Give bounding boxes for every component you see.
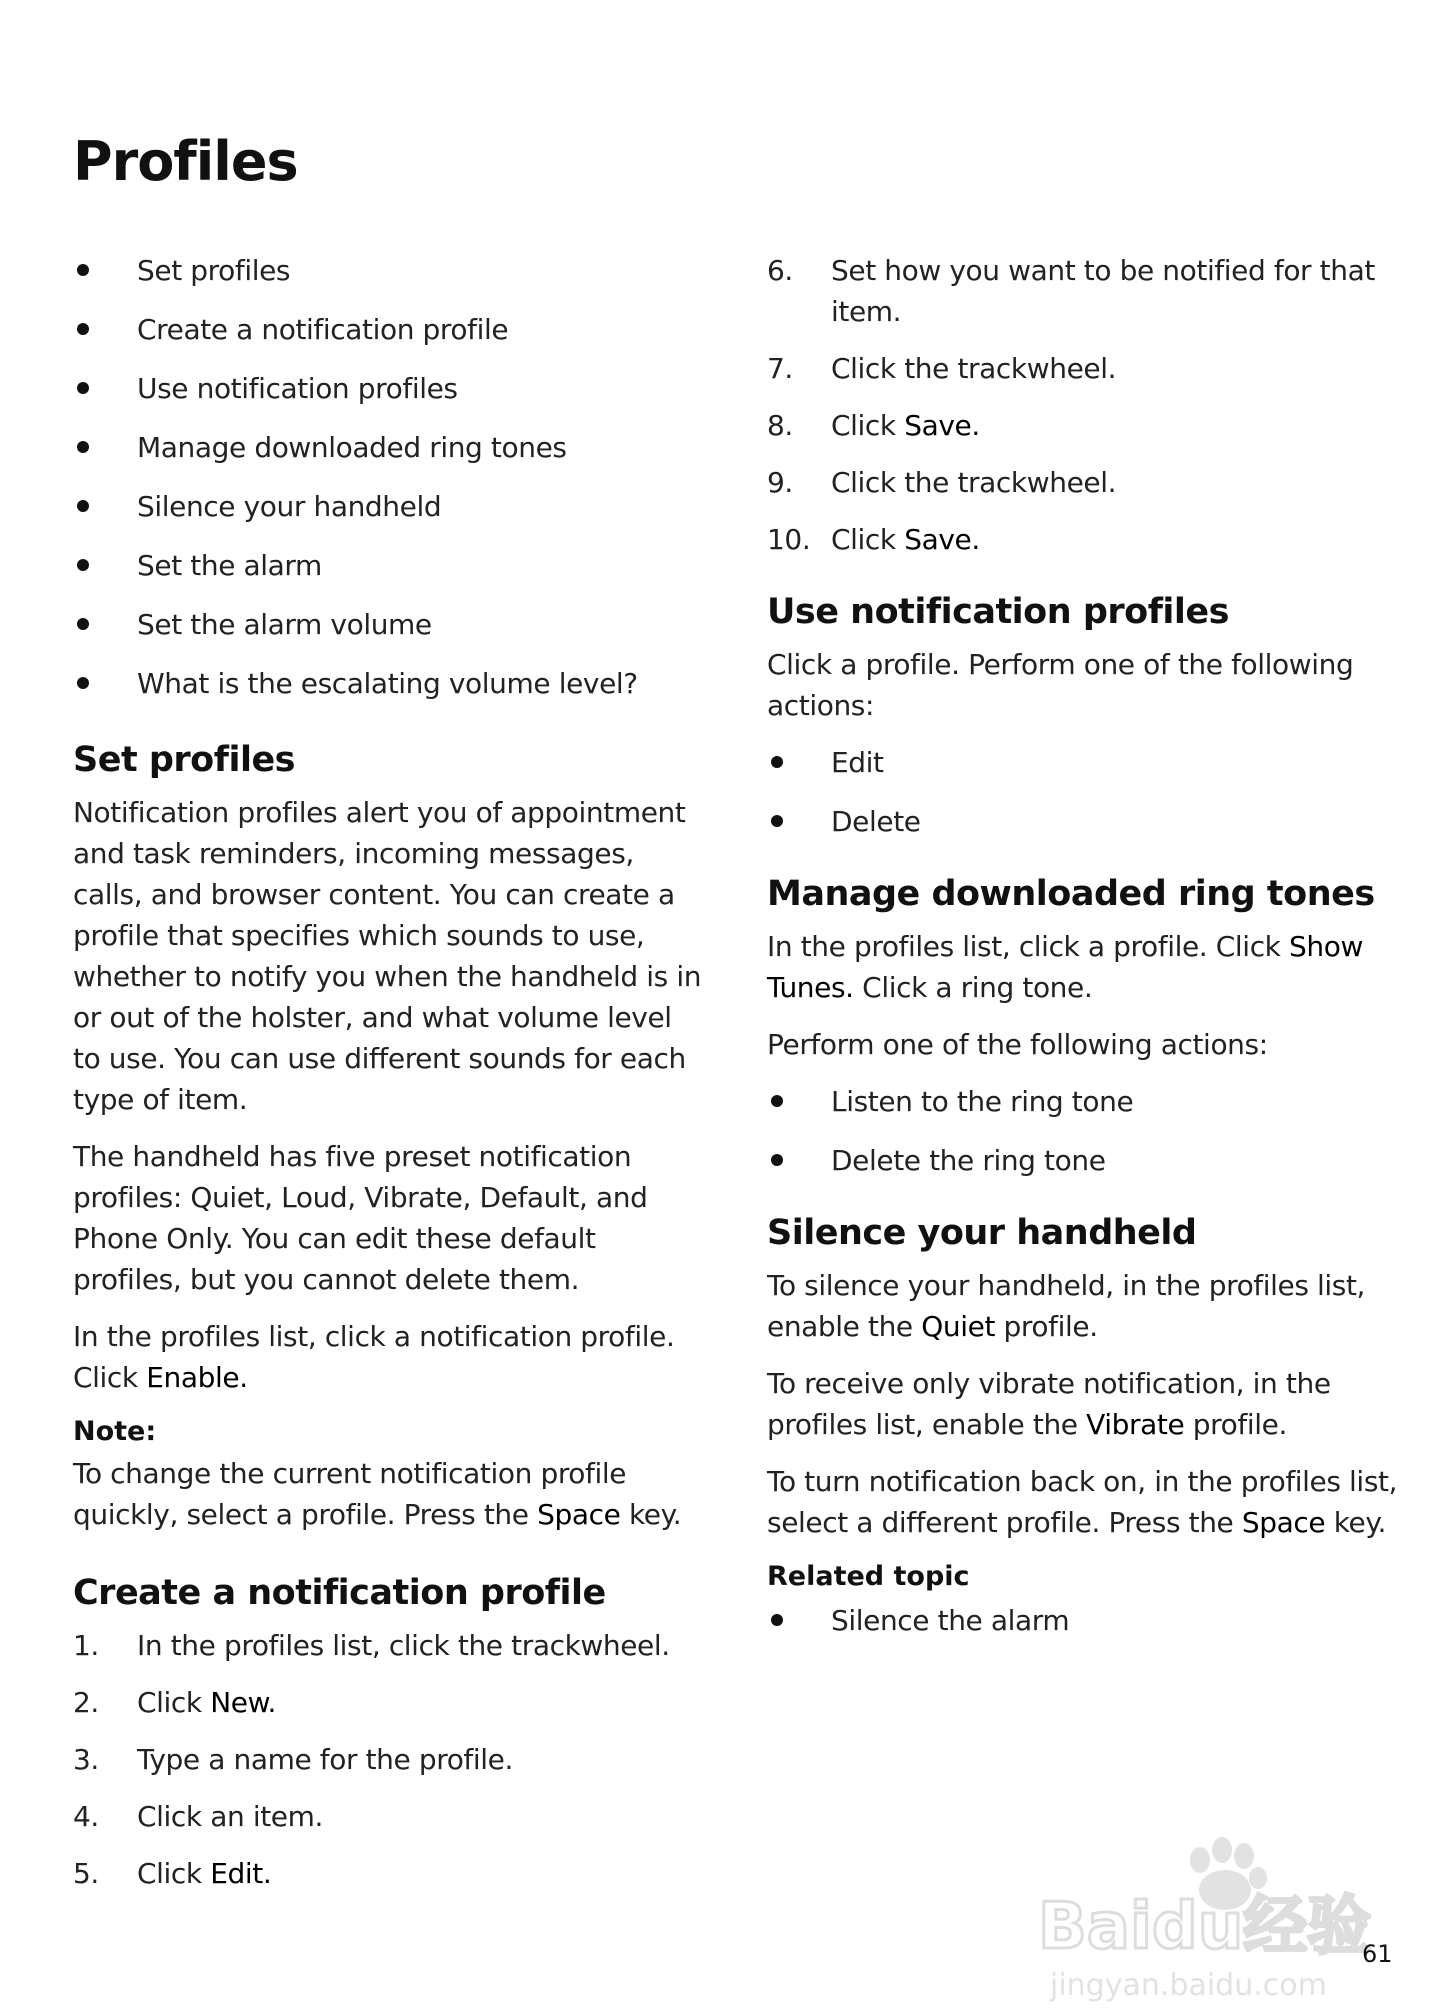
step-item bbox=[767, 462, 1407, 503]
ui-term: New. bbox=[210, 1686, 277, 1719]
paragraph-text: To receive only vibrate notification, in the profiles list, enable the bbox=[767, 1367, 1331, 1441]
topic-item[interactable] bbox=[73, 368, 703, 409]
topic-link[interactable]: What is the escalating volume level? bbox=[137, 667, 638, 700]
watermark-url-text: jingyan.baidu.com bbox=[1050, 1968, 1327, 2003]
step-item bbox=[767, 348, 1407, 389]
paragraph bbox=[767, 1265, 1407, 1347]
paragraph bbox=[767, 1363, 1407, 1445]
paragraph-text: Click a ring tone. bbox=[853, 971, 1093, 1004]
paragraph-text: To change the current notification profile quickly, select a profile. Press the bbox=[73, 1457, 627, 1531]
step-item bbox=[767, 250, 1407, 332]
list-item-text: Delete bbox=[831, 805, 921, 838]
steps-list-continued bbox=[767, 250, 1407, 560]
ui-term-show-tunes: Show Tunes. bbox=[767, 930, 1363, 1004]
step-item bbox=[73, 1853, 703, 1894]
paragraph-text: In the profiles list, click a profile. Click bbox=[767, 930, 1289, 963]
step-text: Click bbox=[137, 1857, 211, 1890]
step-number: 6. bbox=[767, 254, 793, 287]
list-item bbox=[767, 1140, 1407, 1181]
section-heading: Silence your handheld bbox=[767, 1213, 1197, 1253]
ui-term-quiet: Quiet bbox=[921, 1310, 996, 1343]
paragraph-text: key. bbox=[620, 1498, 682, 1531]
topic-link[interactable]: Silence your handheld bbox=[137, 490, 442, 523]
list-item-text: Listen to the ring tone bbox=[831, 1085, 1134, 1118]
action-list bbox=[767, 742, 1407, 842]
step-text: Click bbox=[831, 409, 905, 442]
page-number: 61 bbox=[1362, 1940, 1393, 1968]
section-heading: Create a notification profile bbox=[73, 1573, 606, 1613]
ui-term-space: Space bbox=[537, 1498, 621, 1531]
action-list bbox=[767, 1081, 1407, 1181]
left-column bbox=[73, 250, 703, 1910]
step-number: 1. bbox=[73, 1629, 99, 1662]
ui-term: Edit. bbox=[210, 1857, 272, 1890]
topic-item[interactable] bbox=[73, 309, 703, 350]
paragraph: Perform one of the following actions: bbox=[767, 1028, 1268, 1061]
topic-item[interactable] bbox=[73, 250, 703, 291]
bullet-icon bbox=[77, 559, 89, 571]
step-item bbox=[73, 1625, 703, 1666]
bullet-icon bbox=[77, 500, 89, 512]
section-silence bbox=[767, 1211, 1407, 1641]
step-number: 9. bbox=[767, 466, 793, 499]
bullet-icon bbox=[771, 756, 783, 768]
topic-item[interactable] bbox=[73, 427, 703, 468]
ui-term: Save. bbox=[904, 523, 980, 556]
bullet-icon bbox=[77, 323, 89, 335]
topic-list bbox=[73, 250, 703, 704]
bullet-icon bbox=[77, 677, 89, 689]
step-item bbox=[767, 405, 1407, 446]
list-item bbox=[767, 801, 1407, 842]
page-title: Profiles bbox=[73, 130, 298, 193]
step-item bbox=[767, 519, 1407, 560]
bullet-icon bbox=[771, 1095, 783, 1107]
step-text: Click bbox=[137, 1686, 211, 1719]
step-text: Click the trackwheel. bbox=[831, 352, 1117, 385]
topic-link[interactable]: Manage downloaded ring tones bbox=[137, 431, 567, 464]
paragraph-text: profile. bbox=[1184, 1408, 1287, 1441]
section-create-profile bbox=[73, 1571, 703, 1894]
steps-list bbox=[73, 1625, 703, 1894]
bullet-icon bbox=[771, 1614, 783, 1626]
ui-term-space: Space bbox=[1241, 1506, 1326, 1539]
related-topic-heading: Related topic bbox=[767, 1561, 970, 1592]
step-item bbox=[73, 1739, 703, 1780]
note-text bbox=[73, 1453, 703, 1535]
list-item bbox=[767, 742, 1407, 783]
list-item-text: Delete the ring tone bbox=[831, 1144, 1106, 1177]
section-heading: Set profiles bbox=[73, 740, 296, 780]
section-set-profiles bbox=[73, 738, 703, 1535]
bullet-icon bbox=[77, 618, 89, 630]
topic-item[interactable] bbox=[73, 486, 703, 527]
list-item-text: Edit bbox=[831, 746, 884, 779]
step-number: 7. bbox=[767, 352, 793, 385]
bullet-icon bbox=[77, 264, 89, 276]
related-topic-list bbox=[767, 1600, 1407, 1641]
paragraph: Notification profiles alert you of appointment and task reminders, incoming messages, calls, and browser content. You can create a profile that specifies which sounds to use, whether to notify you when the handheld is in or out of the holster, and what volume level to use. You can use different sounds for each type of item. bbox=[73, 796, 702, 1116]
step-text: Click bbox=[831, 523, 905, 556]
bullet-icon bbox=[77, 382, 89, 394]
topic-link[interactable]: Set the alarm volume bbox=[137, 608, 432, 641]
watermark-brand-text: Baidu经验 bbox=[1038, 1890, 1372, 1964]
related-topic-item[interactable] bbox=[767, 1600, 1407, 1641]
section-ring-tones bbox=[767, 872, 1407, 1181]
step-number: 3. bbox=[73, 1743, 99, 1776]
section-use-profiles bbox=[767, 590, 1407, 842]
paragraph-text: key. bbox=[1325, 1506, 1387, 1539]
step-number: 10. bbox=[767, 523, 811, 556]
step-text: Type a name for the profile. bbox=[137, 1743, 513, 1776]
step-item bbox=[73, 1682, 703, 1723]
step-text: Click an item. bbox=[137, 1800, 323, 1833]
paragraph-text: In the profiles list, click a notification profile. Click bbox=[73, 1320, 675, 1394]
bullet-icon bbox=[771, 815, 783, 827]
step-number: 4. bbox=[73, 1800, 99, 1833]
step-number: 2. bbox=[73, 1686, 99, 1719]
topic-link[interactable]: Create a notification profile bbox=[137, 313, 509, 346]
paragraph: The handheld has five preset notification profiles: Quiet, Loud, Vibrate, Default, and Phone Only. You can edit these default profiles, but you cannot delete them. bbox=[73, 1140, 648, 1296]
topic-link[interactable]: Use notification profiles bbox=[137, 372, 458, 405]
step-text: In the profiles list, click the trackwheel. bbox=[137, 1629, 670, 1662]
topic-item[interactable] bbox=[73, 545, 703, 586]
step-number: 5. bbox=[73, 1857, 99, 1890]
topic-link[interactable]: Set profiles bbox=[137, 254, 291, 287]
topic-item[interactable] bbox=[73, 663, 703, 704]
topic-link[interactable]: Set the alarm bbox=[137, 549, 322, 582]
step-text: Set how you want to be notified for that item. bbox=[831, 254, 1375, 328]
section-heading: Manage downloaded ring tones bbox=[767, 874, 1375, 914]
step-number: 8. bbox=[767, 409, 793, 442]
note-heading: Note: bbox=[73, 1416, 157, 1447]
paragraph-text: profile. bbox=[995, 1310, 1098, 1343]
ui-term-enable: Enable. bbox=[146, 1361, 248, 1394]
baidu-watermark-logo bbox=[1030, 1820, 1390, 2010]
topic-item[interactable] bbox=[73, 604, 703, 645]
section-heading: Use notification profiles bbox=[767, 592, 1229, 632]
paragraph bbox=[767, 1461, 1407, 1543]
related-topic-link[interactable]: Silence the alarm bbox=[831, 1604, 1070, 1637]
ui-term-vibrate: Vibrate bbox=[1086, 1408, 1185, 1441]
bullet-icon bbox=[77, 441, 89, 453]
paragraph bbox=[73, 1316, 703, 1398]
ui-term: Save. bbox=[904, 409, 980, 442]
paragraph: Click a profile. Perform one of the following actions: bbox=[767, 648, 1354, 722]
list-item bbox=[767, 1081, 1407, 1122]
step-text: Click the trackwheel. bbox=[831, 466, 1117, 499]
right-column bbox=[767, 250, 1407, 1659]
bullet-icon bbox=[771, 1154, 783, 1166]
step-item bbox=[73, 1796, 703, 1837]
paragraph-text: To turn notification back on, in the profiles list, select a different profile. Press the bbox=[767, 1465, 1398, 1539]
paragraph bbox=[767, 926, 1407, 1008]
paragraph-text: To silence your handheld, in the profiles list, enable the bbox=[767, 1269, 1366, 1343]
